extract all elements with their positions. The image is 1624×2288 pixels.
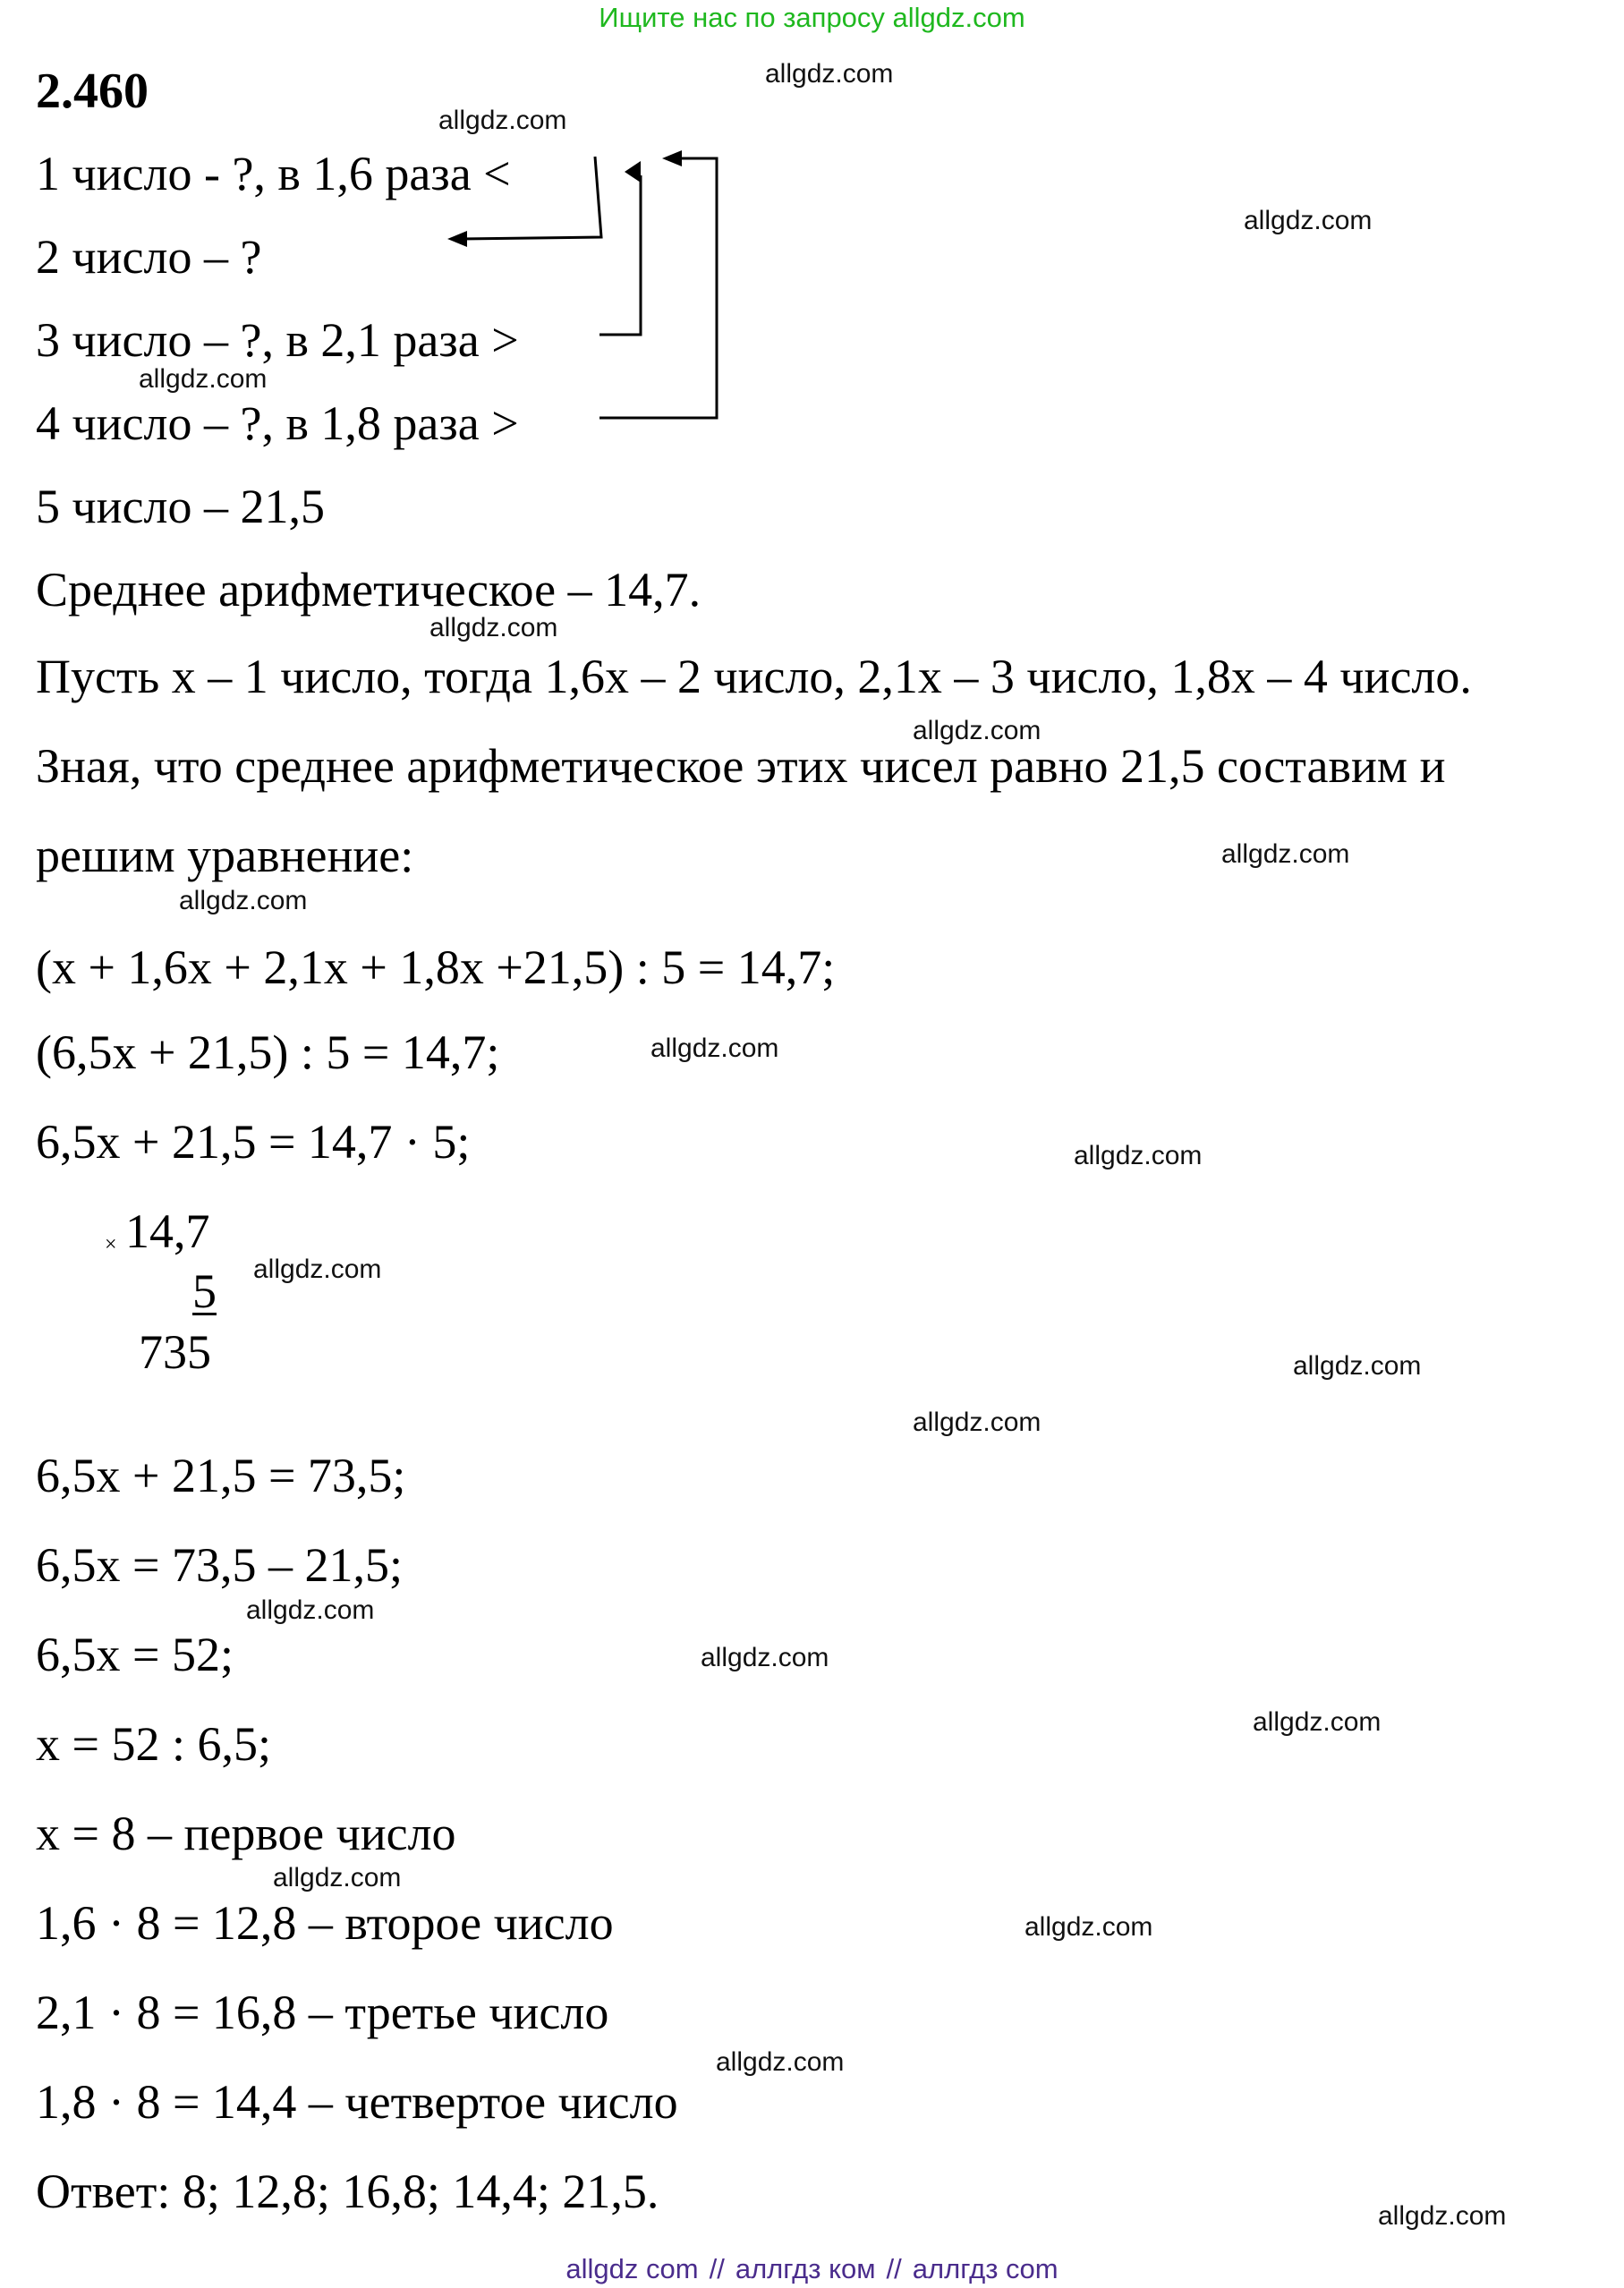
arrow-1-to-2-head: [447, 231, 467, 247]
equation-3: 6,5х + 21,5 = 14,7 · 5;: [36, 1115, 471, 1169]
watermark: allgdz.com: [650, 1033, 779, 1063]
fourth-number-line: 1,8 · 8 = 14,4 – четвертое число: [36, 2075, 678, 2129]
footer-link-allgdz-com[interactable]: allgdz com: [565, 2253, 699, 2284]
watermark: allgdz.com: [139, 364, 268, 394]
equation-4: 6,5х + 21,5 = 73,5;: [36, 1449, 406, 1502]
multiply-sign: ×: [105, 1233, 117, 1256]
footer-link-allgdz-kom[interactable]: аллгдз ком: [735, 2253, 876, 2284]
multiplier: 5: [192, 1264, 217, 1318]
mean-line: Среднее арифметическое – 14,7.: [36, 563, 701, 617]
equation-5: 6,5х = 73,5 – 21,5;: [36, 1538, 403, 1592]
product: 735: [139, 1325, 211, 1379]
watermark: allgdz.com: [716, 2047, 845, 2077]
let-line: Пусть х – 1 число, тогда 1,6х – 2 число, 2,1х – 3 число, 1,8х – 4 число.: [36, 650, 1472, 703]
watermark: allgdz.com: [1025, 1912, 1153, 1942]
watermark: allgdz.com: [179, 886, 308, 915]
multiplicand: 14,7: [125, 1204, 210, 1258]
watermark: allgdz.com: [765, 59, 894, 89]
watermark: allgdz.com: [438, 106, 567, 135]
watermark: allgdz.com: [701, 1643, 829, 1672]
knowing-line: Зная, что среднее арифметическое этих чисел равно 21,5 составим и: [36, 739, 1446, 793]
equation-1: (х + 1,6х + 2,1х + 1,8х +21,5) : 5 = 14,7;: [36, 940, 836, 994]
condition-4: 4 число – ?, в 1,8 раза >: [36, 396, 519, 450]
arrow-1-to-2: [461, 157, 601, 239]
watermark: allgdz.com: [913, 1408, 1042, 1437]
arrow-4-to-1: [599, 158, 717, 418]
footer-separator: //: [886, 2253, 902, 2284]
arrow-3-to-1: [599, 175, 641, 335]
arrow-4-to-1-head: [662, 150, 682, 166]
watermark: allgdz.com: [273, 1863, 402, 1892]
footer-banner[interactable]: [0, 2253, 1624, 2285]
equation-7: х = 52 : 6,5;: [36, 1717, 271, 1771]
watermark: allgdz.com: [913, 716, 1042, 745]
condition-2: 2 число – ?: [36, 230, 262, 284]
answer-line: Ответ: 8; 12,8; 16,8; 14,4; 21,5.: [36, 2165, 659, 2218]
watermark: allgdz.com: [1074, 1141, 1203, 1170]
condition-3: 3 число – ?, в 2,1 раза >: [36, 313, 519, 367]
watermark: allgdz.com: [1378, 2201, 1507, 2231]
watermark: allgdz.com: [1253, 1707, 1382, 1737]
equation-2: (6,5х + 21,5) : 5 = 14,7;: [36, 1025, 500, 1079]
first-number-line: х = 8 – первое число: [36, 1807, 456, 1860]
watermark: allgdz.com: [1244, 206, 1373, 235]
watermark: allgdz.com: [1293, 1351, 1422, 1381]
header-banner[interactable]: Ищите нас по запросу allgdz.com: [599, 2, 1025, 33]
watermark: allgdz.com: [246, 1595, 375, 1625]
condition-5: 5 число – 21,5: [36, 480, 325, 533]
condition-1: 1 число - ?, в 1,6 раза <: [36, 147, 511, 200]
watermark: allgdz.com: [253, 1255, 382, 1284]
second-number-line: 1,6 · 8 = 12,8 – второе число: [36, 1896, 614, 1950]
third-number-line: 2,1 · 8 = 16,8 – третье число: [36, 1986, 609, 2039]
problem-number: 2.460: [36, 64, 149, 119]
footer-separator: //: [709, 2253, 725, 2284]
watermark: allgdz.com: [429, 613, 558, 642]
solve-line: решим уравнение:: [36, 829, 414, 882]
arrow-3-to-1-head: [625, 161, 641, 183]
footer-link-allgdz-com-ru[interactable]: аллгдз com: [912, 2253, 1059, 2284]
equation-6: 6,5х = 52;: [36, 1628, 234, 1681]
watermark: allgdz.com: [1221, 839, 1350, 869]
